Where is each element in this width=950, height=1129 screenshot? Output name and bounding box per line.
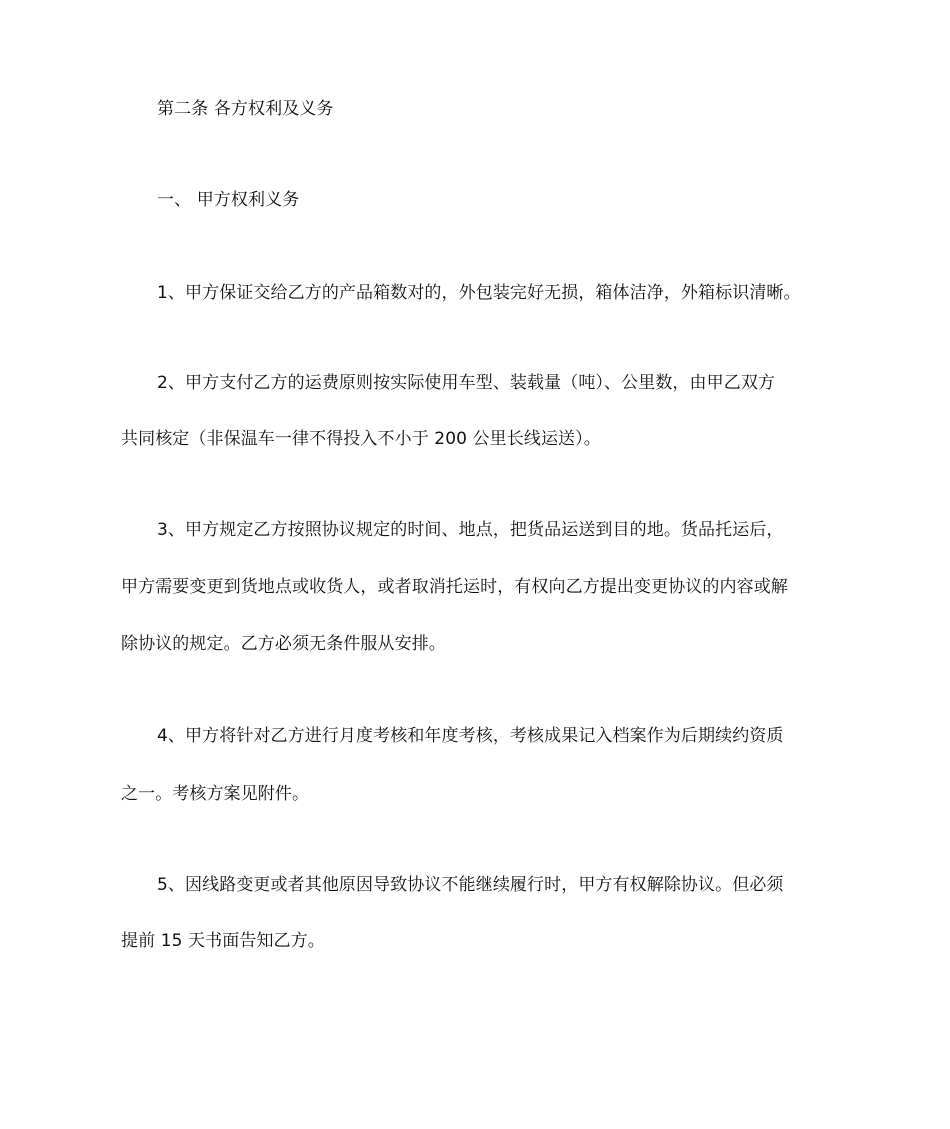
clause-5-line-1: 5、因线路变更或者其他原因导致协议不能继续履行时，甲方有权解除协议。但必须 — [157, 875, 784, 895]
clause-3-line-3: 除协议的规定。乙方必须无条件服从安排。 — [121, 634, 446, 654]
clause-1-line-1: 1、甲方保证交给乙方的产品箱数对的，外包装完好无损，箱体洁净，外箱标识清晰。 — [157, 283, 801, 303]
clause-3-line-2: 甲方需要变更到货地点或收货人，或者取消托运时，有权向乙方提出变更协议的内容或解 — [121, 577, 788, 597]
clause-3-line-1: 3、甲方规定乙方按照协议规定的时间、地点，把货品运送到目的地。货品托运后， — [157, 520, 784, 540]
section-heading: 一、 甲方权利义务 — [157, 190, 300, 210]
clause-2-line-2: 共同核定（非保温车一律不得投入不小于 200 公里长线运送）。 — [121, 429, 601, 449]
article-heading: 第二条 各方权利及义务 — [157, 99, 334, 119]
clause-4-line-2: 之一。考核方案见附件。 — [121, 784, 310, 804]
clause-2-line-1: 2、甲方支付乙方的运费原则按实际使用车型、装载量（吨）、公里数，由甲乙双方 — [157, 373, 776, 393]
clause-5-line-2: 提前 15 天书面告知乙方。 — [121, 931, 325, 951]
clause-4-line-1: 4、甲方将针对乙方进行月度考核和年度考核，考核成果记入档案作为后期续约资质 — [157, 726, 784, 746]
